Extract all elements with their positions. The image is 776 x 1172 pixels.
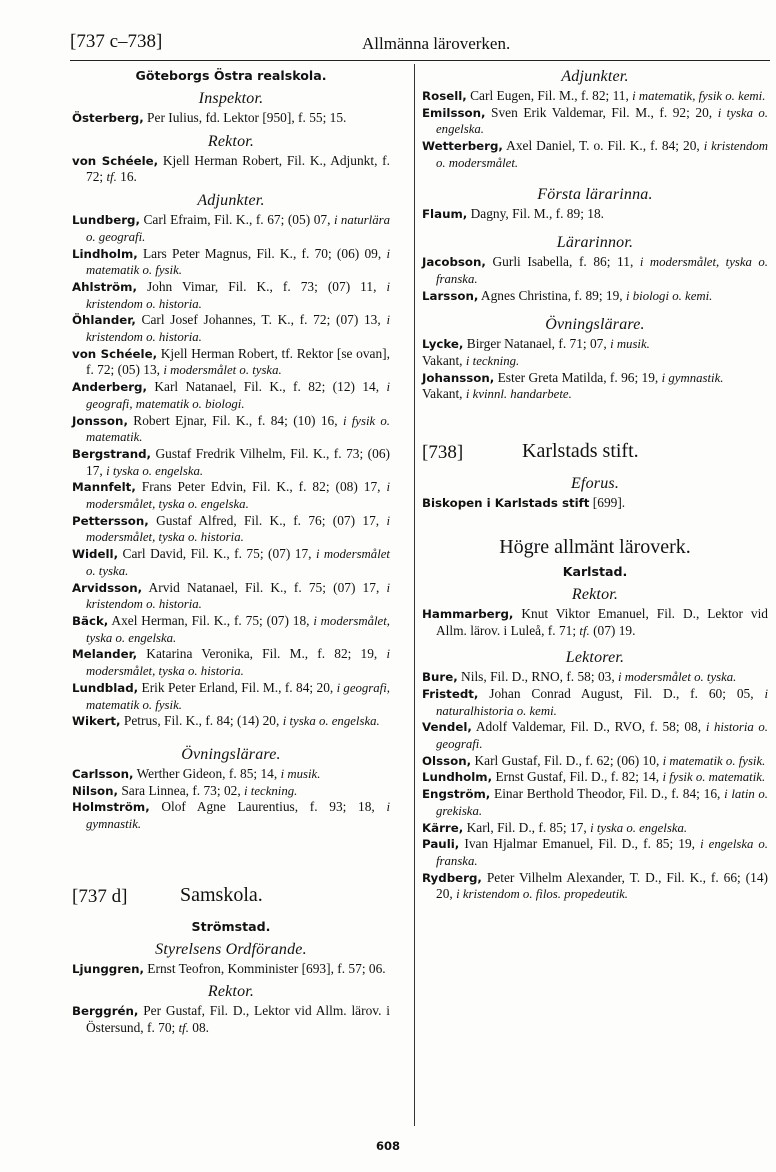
entry-details: Katarina Veronika, Fil. M., f. 82; 19,	[137, 646, 387, 662]
person-name: Wikert,	[72, 714, 121, 729]
entry-subjects: i kristendom o. modersmålet.	[436, 139, 768, 170]
person-name: Pettersson,	[72, 513, 149, 528]
entry-details: Johan Conrad August, Fil. D., f. 60; 05,	[478, 685, 765, 701]
entry-subjects: i modersmålet, tyska o. engelska.	[86, 613, 390, 645]
entry-list	[72, 153, 390, 186]
person-entry	[72, 1003, 390, 1036]
person-name: Österberg,	[72, 111, 144, 125]
section-title: Samskola.	[180, 883, 263, 906]
person-name: Ahlström,	[72, 279, 137, 294]
entry-details: Werther Gideon, f. 85; 14,	[133, 765, 281, 781]
entry-subjects: i gymnastik.	[661, 370, 724, 385]
section-heading: Övningslärare.	[181, 745, 281, 763]
entry-details: Carl Efraim, Fil. K., f. 67; (05) 07,	[139, 212, 334, 228]
entry-subjects: i modersmålet, tyska o. franska.	[436, 255, 768, 286]
person-entry	[422, 370, 768, 387]
entry-details: Ernst Gustaf, Fil. D., f. 82; 14,	[492, 769, 663, 785]
section-heading: Lektorer.	[565, 649, 625, 667]
person-name: Larsson,	[422, 288, 479, 303]
person-name: Nilson,	[72, 783, 118, 798]
entry-details: Per Gustaf, Fil. D., Lektor vid Allm. lärov. i Östersund, f. 70;	[86, 1003, 390, 1036]
entry-details: Axel Daniel, T. o. Fil. K., f. 84; 20,	[502, 138, 704, 154]
person-name: Wetterberg,	[422, 139, 503, 154]
person-entry	[72, 246, 390, 279]
person-name: Lycke,	[422, 337, 464, 352]
entry-details: Karl Gustaf, Fil. D., f. 62; (06) 10,	[471, 752, 663, 768]
entry-subjects: i modersmålet o. tyska.	[163, 363, 282, 378]
entry-details: Ivan Hjalmar Emanuel, Fil. D., f. 85; 19,	[459, 836, 701, 852]
person-name: Lundberg,	[72, 213, 140, 228]
person-entry	[72, 713, 390, 730]
entry-details: Agnes Christina, f. 89; 19,	[478, 287, 626, 303]
entry-details: Kjell Herman Robert, tf. Rektor [se ovan], f. 72; (05) 13,	[86, 345, 390, 378]
section-title: Karlstads stift.	[522, 440, 639, 463]
person-entry	[72, 312, 390, 345]
person-entry	[72, 580, 390, 613]
person-name: Fristedt,	[422, 686, 479, 701]
person-name: Widell,	[72, 547, 119, 562]
entry-details: Birger Natanael, f. 71; 07,	[463, 336, 611, 352]
entry-details: Olof Agne Laurentius, f. 93; 18,	[149, 799, 387, 815]
entry-details: Ernst Teofron, Komminister [693], f. 57; 06.	[143, 960, 386, 976]
person-name: Rosell,	[422, 89, 467, 103]
entry-tail: (07) 19.	[589, 622, 636, 638]
person-name: Jonsson,	[72, 413, 128, 428]
entry-subjects: i fysik o. matematik.	[86, 413, 390, 445]
entry-subjects: i tyska o. engelska.	[590, 820, 688, 835]
person-entry	[422, 88, 768, 105]
person-name: von Schéele,	[72, 346, 158, 361]
entry-subjects: i latin o. grekiska.	[436, 787, 768, 818]
section-heading: Adjunkter.	[561, 68, 629, 85]
section-heading: Adjunkter.	[197, 192, 265, 210]
entry-list	[422, 206, 768, 223]
column-divider	[414, 64, 415, 1126]
entry-subjects: i musik.	[610, 337, 650, 352]
person-entry	[72, 961, 390, 978]
person-name: Vendel,	[422, 720, 472, 735]
person-name: Melander,	[72, 647, 138, 662]
person-entry	[72, 546, 390, 579]
section-heading: Rektor.	[571, 585, 619, 603]
entry-details: Gurli Isabella, f. 86; 11,	[485, 254, 640, 270]
person-name: Rydberg,	[422, 870, 482, 885]
entry-subjects: i modersmålet, tyska o. historia.	[86, 647, 390, 679]
person-name: Berggrén,	[72, 1004, 139, 1019]
entry-subjects: i modersmålet, tyska o. historia.	[86, 513, 390, 545]
person-entry	[72, 279, 390, 312]
section-title-row	[422, 439, 768, 473]
person-entry	[422, 336, 768, 353]
section-number: [737 d]	[72, 885, 128, 907]
entry-subjects: i kristendom o. filos. propedeutik.	[456, 887, 629, 902]
entry-subjects: i tyska o. engelska.	[436, 105, 768, 137]
entry-subjects: i gymnastik.	[86, 800, 390, 832]
section-heading: Rektor.	[207, 132, 255, 150]
entry-subjects: i modersmålet o. tyska.	[86, 547, 390, 578]
entry-details: Karl Natanael, Fil. K., f. 82; (12) 14,	[146, 379, 387, 395]
person-entry	[422, 786, 768, 819]
person-entry	[422, 669, 768, 686]
entry-details: Ester Greta Matilda, f. 96; 19,	[494, 369, 662, 385]
entry-subjects: i modersmålet o. tyska.	[618, 670, 737, 685]
person-entry	[422, 753, 768, 770]
entry-subjects: tf.	[106, 170, 117, 185]
person-entry	[422, 353, 768, 370]
person-entry	[422, 686, 768, 719]
person-name: Lundholm,	[422, 770, 493, 785]
person-entry	[72, 413, 390, 446]
entry-subjects: i naturlära o. geografi.	[86, 213, 390, 244]
entry-details: Sara Linnea, f. 73; 02,	[117, 782, 245, 798]
entry-list	[422, 88, 768, 172]
person-entry	[422, 836, 768, 869]
person-name: Olsson,	[422, 753, 472, 768]
entry-details: Karl, Fil. D., f. 85; 17,	[463, 819, 591, 835]
person-name: Anderberg,	[72, 380, 147, 395]
person-name: Johansson,	[422, 370, 495, 385]
person-entry	[72, 479, 390, 512]
entry-details: Axel Herman, Fil. K., f. 75; (07) 18,	[108, 612, 314, 628]
left-column	[72, 66, 390, 1037]
person-entry	[72, 613, 390, 646]
section-heading: Rektor.	[207, 983, 255, 1001]
person-name: Bure,	[422, 670, 458, 685]
eforus-ref: [699].	[589, 495, 626, 511]
person-name: Flaum,	[422, 206, 468, 221]
person-entry	[72, 153, 390, 186]
section-heading: Inspektor.	[198, 90, 264, 107]
person-name: Lindholm,	[72, 246, 138, 261]
entry-subjects: tf.	[579, 623, 590, 638]
person-entry	[422, 870, 768, 903]
entry-subjects: i kvinnl. handarbete.	[465, 387, 572, 402]
entry-subjects: i engelska o. franska.	[436, 837, 768, 868]
entry-details: John Vimar, Fil. K., f. 73; (07) 11,	[136, 278, 387, 294]
section-heading: Eforus.	[570, 475, 620, 493]
entry-list	[422, 336, 768, 403]
school-place: Karlstad.	[562, 563, 628, 579]
entry-subjects: tf.	[178, 1021, 189, 1036]
person-name: Arvidsson,	[72, 580, 143, 595]
person-name: Engström,	[422, 787, 491, 802]
entry-list	[422, 254, 768, 304]
person-entry	[72, 799, 390, 832]
person-entry	[72, 446, 390, 479]
entry-details: Carl Eugen, Fil. M., f. 82; 11,	[466, 88, 633, 103]
entry-subjects: i musik.	[280, 766, 321, 781]
header-rule	[70, 60, 770, 61]
section-title-row	[72, 883, 390, 917]
person-entry	[72, 680, 390, 713]
entry-list	[72, 110, 390, 127]
running-title: Allmänna läroverken.	[362, 34, 511, 53]
person-entry	[72, 379, 390, 412]
page-header	[70, 28, 768, 60]
person-name: Kärre,	[422, 820, 464, 835]
person-entry	[72, 513, 390, 546]
person-name: Carlsson,	[72, 766, 134, 781]
entry-list	[72, 1003, 390, 1036]
entry-details: Knut Viktor Emanuel, Fil. D., Lektor vid Allm. lärov. i Luleå, f. 71;	[436, 605, 768, 638]
person-name: Bäck,	[72, 613, 109, 628]
entry-subjects: i kristendom o. historia.	[86, 313, 390, 345]
person-entry	[72, 766, 390, 783]
person-entry	[422, 254, 768, 287]
person-entry	[72, 110, 390, 127]
person-name: von Schéele,	[72, 153, 159, 168]
right-column	[422, 66, 768, 903]
entry-subjects: i geografi, matematik o. fysik.	[86, 680, 390, 712]
section-heading: Första lärarinna.	[537, 185, 653, 203]
entry-list	[422, 606, 768, 639]
person-entry	[422, 138, 768, 171]
person-name: Mannfelt,	[72, 480, 136, 495]
entry-details: Arvid Natanael, Fil. K., f. 75; (07) 17,	[142, 579, 387, 595]
person-entry	[422, 105, 768, 138]
section-heading: Övningslärare.	[545, 316, 645, 334]
eforus-text: Biskopen i Karlstads stift	[422, 496, 590, 511]
eforus-entry	[422, 495, 768, 512]
person-entry	[422, 769, 768, 786]
entry-details: Vakant,	[422, 386, 466, 402]
entry-details: Petrus, Fil. K., f. 84; (14) 20,	[120, 713, 283, 729]
entry-list	[72, 961, 390, 978]
person-name: Hammarberg,	[422, 606, 514, 621]
entry-subjects: i tyska o. engelska.	[106, 463, 204, 478]
person-entry	[72, 646, 390, 679]
entry-subjects: i matematik o. fysik.	[662, 753, 766, 768]
entry-list	[72, 766, 390, 833]
entry-details: Erik Peter Erland, Fil. M., f. 84; 20,	[138, 679, 337, 695]
person-entry	[72, 783, 390, 800]
entry-details: Lars Peter Magnus, Fil. K., f. 70; (06) 09,	[137, 245, 387, 261]
entry-details: Per Iulius, fd. Lektor [950], f. 55; 15.	[143, 110, 347, 125]
section-number: [738]	[422, 442, 464, 464]
entry-subjects: i historia o. geografi.	[436, 720, 768, 752]
entry-tail: 08.	[188, 1020, 210, 1036]
entry-details: Adolf Valdemar, Fil. D., RVO, f. 58; 08,	[471, 719, 706, 735]
section-heading: Lärarinnor.	[556, 234, 634, 252]
section-heading: Styrelsens Ordförande.	[155, 940, 307, 958]
entry-tail: 16.	[116, 169, 137, 185]
person-name: Bergstrand,	[72, 446, 152, 461]
entry-details: Nils, Fil. D., RNO, f. 58; 03,	[457, 669, 619, 685]
entry-details: Robert Ejnar, Fil. K., f. 84; (10) 16,	[127, 412, 343, 428]
person-name: Öhlander,	[72, 313, 136, 328]
entry-details: Carl David, Fil. K., f. 75; (07) 17,	[118, 546, 316, 562]
person-entry	[422, 386, 768, 403]
entry-details: Carl Josef Johannes, T. K., f. 72; (07) 13,	[135, 312, 387, 328]
school-place: Strömstad.	[191, 918, 271, 934]
entry-details: Kjell Herman Robert, Fil. K., Adjunkt, f. 72;	[86, 152, 390, 185]
entry-subjects: i kristendom o. historia.	[86, 279, 390, 311]
entry-list	[422, 669, 768, 903]
page-reference: [737 c–738]	[70, 31, 163, 52]
entry-subjects: i naturalhistoria o. kemi.	[436, 686, 768, 718]
entry-subjects: i biologi o. kemi.	[626, 288, 713, 303]
entry-subjects: i fysik o. matematik.	[662, 770, 766, 785]
entry-subjects: i modersmålet, tyska o. engelska.	[86, 480, 390, 512]
entry-subjects: i matematik, fysik o. kemi.	[632, 89, 766, 103]
entry-details: Frans Peter Edvin, Fil. K., f. 82; (08) 17,	[135, 479, 387, 495]
entry-subjects: i geografi, matematik o. biologi.	[86, 380, 390, 411]
entry-subjects: i kristendom o. historia.	[86, 580, 390, 612]
person-entry	[72, 212, 390, 245]
school-type-title: Högre allmänt läroverk.	[499, 535, 691, 558]
entry-list	[72, 212, 390, 730]
entry-details: Gustaf Alfred, Fil. K., f. 76; (07) 17,	[148, 512, 387, 528]
entry-details: Peter Vilhelm Alexander, T. D., Fil. K., f. 66; (14) 20,	[436, 869, 768, 902]
entry-details: Sven Erik Valdemar, Fil. M., f. 92; 20,	[485, 104, 718, 120]
entry-details: Dagny, Fil. M., f. 89; 18.	[467, 205, 605, 221]
person-entry	[422, 206, 768, 223]
person-name: Holmström,	[72, 800, 150, 815]
page-number: 608	[375, 1139, 400, 1153]
person-entry	[422, 288, 768, 305]
person-name: Lundblad,	[72, 680, 139, 695]
entry-details: Einar Berthold Theodor, Fil. D., f. 84; 16,	[490, 786, 725, 802]
entry-details: Gustaf Fredrik Vilhelm, Fil. K., f. 73; (06) 17,	[86, 445, 390, 478]
school-title: Göteborgs Östra realskola.	[135, 68, 327, 83]
entry-subjects: i tyska o. engelska.	[282, 714, 380, 729]
person-name: Emilsson,	[422, 105, 486, 120]
person-entry	[72, 346, 390, 379]
person-name: Pauli,	[422, 837, 460, 852]
entry-subjects: i teckning.	[244, 783, 298, 798]
person-name: Ljunggren,	[72, 961, 144, 976]
person-entry	[422, 606, 768, 639]
entry-subjects: i matematik o. fysik.	[86, 246, 390, 278]
person-name: Jacobson,	[422, 255, 486, 270]
person-entry	[422, 719, 768, 752]
entry-details: Vakant,	[422, 353, 466, 369]
entry-subjects: i teckning.	[465, 354, 520, 369]
person-entry	[422, 820, 768, 837]
